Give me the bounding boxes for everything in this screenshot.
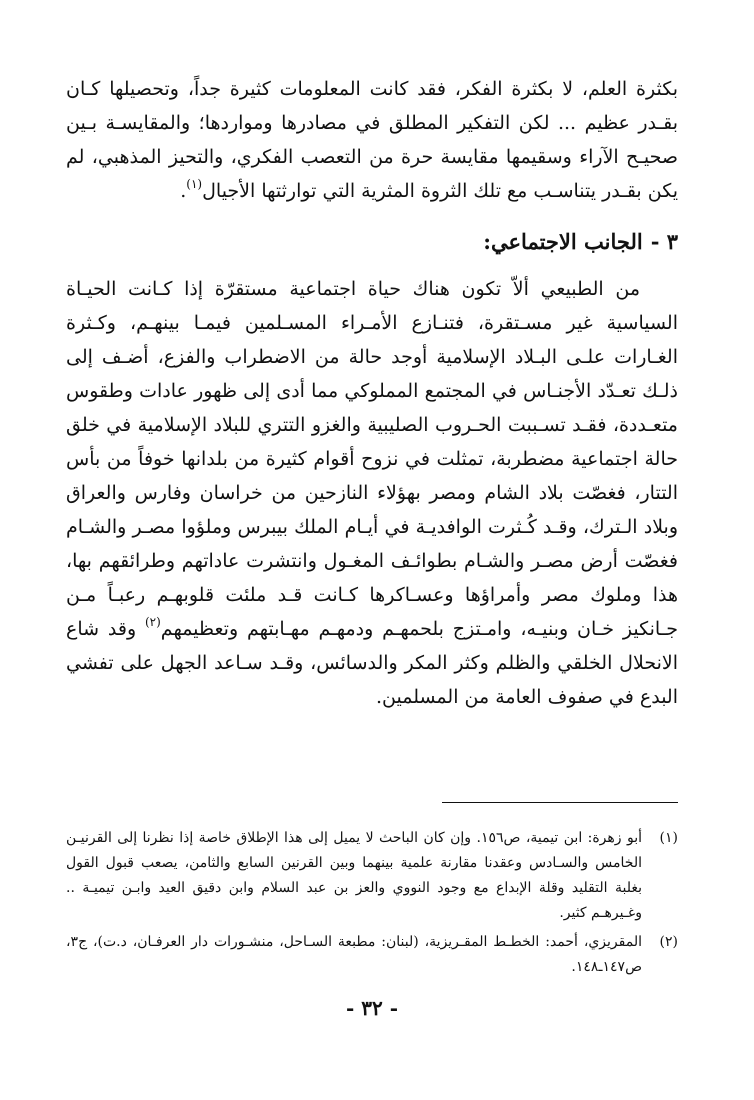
footnote-ref-1[interactable]: (١)	[186, 177, 203, 191]
paragraph-continuation: بكثرة العلم، لا بكثرة الفكر، فقد كانت المعلومات كثيرة جداً، وتحصيلها كـان بقـدر عظيم ... لكن التفكير المطلق في مصادرها ومواردها؛ والمقايسـة بـين صحيـح الآراء وسقيمها مقايسة حرة من التعصب الفكري، والتحيز المذهبي، لم يكن بقـدر يتناسـب مع تلك الثروة المثرية التي توارثتها الأجيال$^{(١)}$.	[66, 78, 678, 202]
page-number: - ٣٢ -	[345, 996, 398, 1020]
section-heading	[66, 222, 678, 262]
footnote-2-number: (٢)	[659, 934, 678, 950]
paragraph-2-tail: وقد شاع الانحلال الخلقي والظلم وكثر المكر والدسائس، وقـد سـاعد الجهل على تفشي البدع في صفوف العامة من المسلمين.	[66, 618, 678, 708]
paragraph-2-text: من الطبيعي ألاّ تكون هناك حياة اجتماعية مستقرّة إذا كـانت الحيـاة السياسية غير مسـتقرة، فتنـازع الأمـراء المسـلمين فيمـا بينهـم، وكـثرة الغـارات علـى البـلاد الإسلامية أوجد حالة من الاضطراب والفزع، أضـف إلى ذلـك تعـدّد الأجنـاس في المجتمع المملوكي مما أدى إلى ظهور عادات وطقوس متعـددة، فقـد تسـببت الحـروب الصليبية والغزو التتري للبلاد الإسلامية في خلق حالة اجتماعية مضطربة، تمثلت في نزوح أقوام كثيرة من بلدانها خوفاً من بأس التتار، فغصّت بلاد الشام ومصر بهؤلاء النازحين من خراسان وفارس والعراق وبلاد الـترك، وقـد كُـثرت الوافديـة في أيـام الملك بيبرس وملؤوا مصـر والشـام فغصّت أرض مصـر والشـام بطوائـف المغـول وانتشرت عاداتهم وطرائقهم بها، هذا وملوك مصر وأمراؤها وعسـاكرها كـانت قـد ملئت قلوبهـم رعبـاً مـن جـانكيز خـان وبنيـه، وامـتزج بلحمهـم ودمهـم مهـابتهم وتعظيمهم	[66, 278, 678, 640]
section-number: ٣ -	[650, 229, 678, 254]
section-title: الجانب الاجتماعي:	[483, 229, 643, 254]
document-page	[66, 62, 678, 1060]
footnote-1	[66, 826, 678, 926]
footnotes	[66, 826, 678, 984]
footnote-2-text: المقريزي، أحمد: الخطـط المقـريزية، (لبنان: مطبعة السـاحل، منشـورات دار العرفـان، د.ت)، ج٣، ص١٤٧ـ١٤٨.	[66, 934, 642, 975]
footnote-ref-2[interactable]: (٢)	[144, 615, 161, 629]
footnote-2	[66, 930, 678, 980]
footnote-1-number: (١)	[659, 830, 678, 846]
footnote-separator	[442, 802, 678, 803]
paragraph-1-text: بكثرة العلم، لا بكثرة الفكر، فقد كانت المعلومات كثيرة جداً، وتحصيلها كـان بقـدر عظيم ... لكن التفكير المطلق في مصادرها ومواردها؛ والمقايسـة بـين صحيـح الآراء وسقيمها مقايسة حرة من التعصب الفكري، والتحيز المذهبي، لم يكن بقـدر يتناسـب مع تلك الثروة المثرية التي توارثتها الأجيال	[66, 78, 678, 202]
footnote-1-text: أبو زهرة: ابن تيمية، ص١٥٦. وإن كان الباحث لا يميل إلى هذا الإطلاق خاصة إذا نظرنا إلى القرنيـن الخامس والسـادس وعقدنا مقارنة علمية بينهما وبين القرنين السابع والثامن، يصعب قبول القول بغلبة التقليد وقلة الإبداع مع وجود النووي والعز بن عبد السلام وابن دقيق العيد وابـن تيميـة .. وغـيرهـم كثير.	[66, 830, 642, 921]
paragraph-social	[66, 272, 678, 714]
